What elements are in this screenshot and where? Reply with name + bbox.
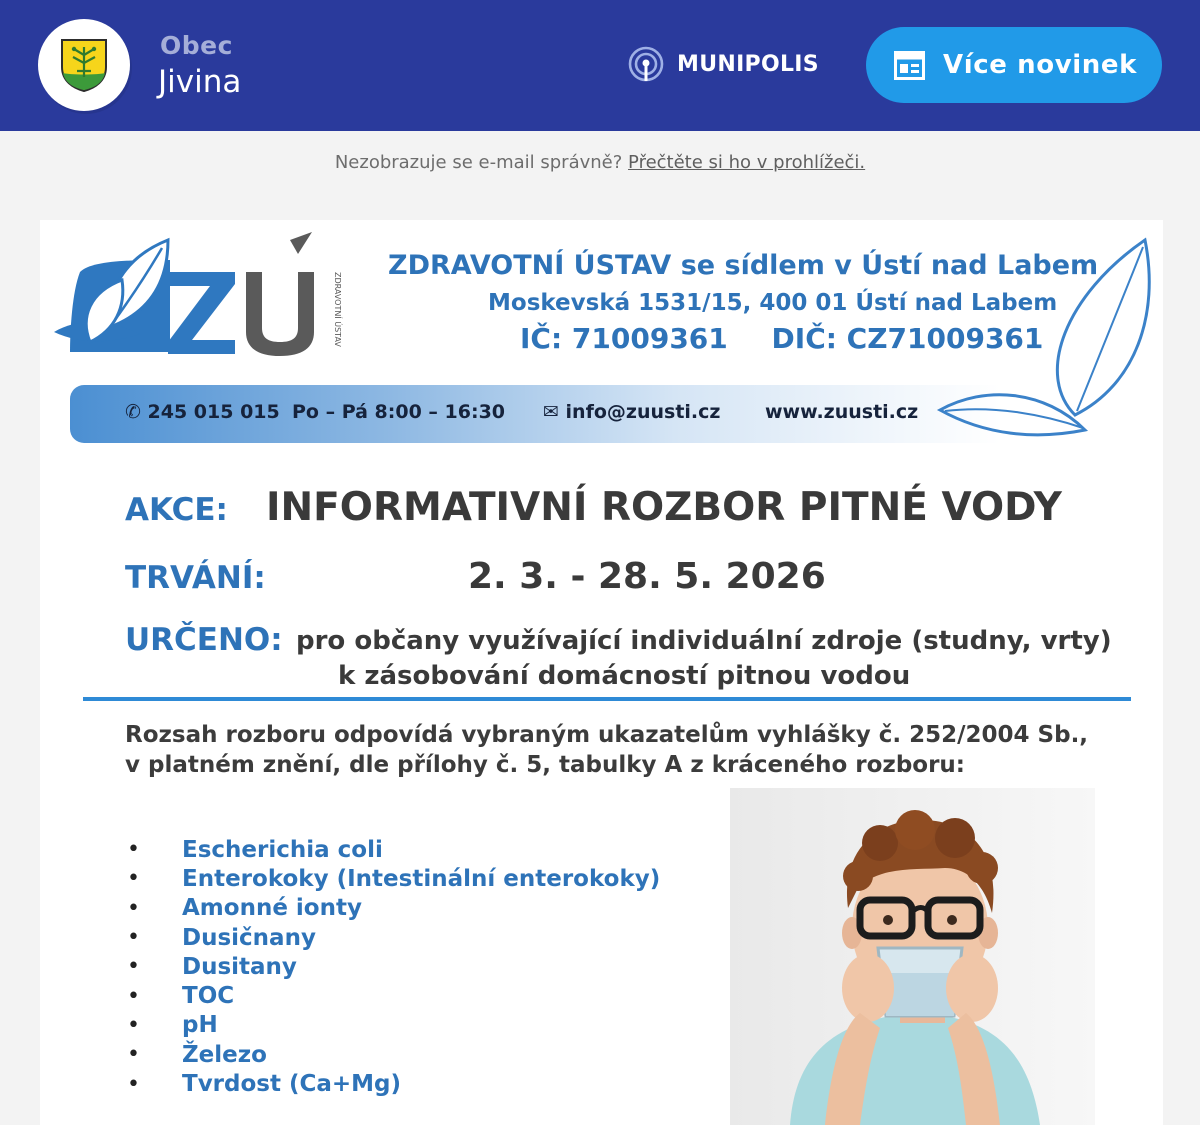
target-line-2: k zásobování domácností pitnou vodou bbox=[338, 661, 911, 691]
bullet-icon: • bbox=[127, 866, 140, 892]
org-name: Jivina bbox=[158, 64, 242, 100]
parameter-name: Tvrdost (Ca+Mg) bbox=[182, 1071, 402, 1098]
parameter-item bbox=[125, 864, 660, 893]
parameter-item bbox=[125, 981, 660, 1010]
target-line-1: pro občany využívající individuální zdroje (studny, vrty) bbox=[296, 626, 1112, 656]
header-bar bbox=[0, 0, 1200, 131]
target-label: URČENO: bbox=[125, 622, 283, 658]
parameter-item bbox=[125, 923, 660, 952]
bullet-icon: • bbox=[127, 837, 140, 863]
logo-side-text: ZDRAVOTNÍ ÚSTAV bbox=[333, 272, 342, 347]
parameter-name: Dusitany bbox=[182, 953, 297, 980]
parameter-item bbox=[125, 894, 660, 923]
bullet-icon: • bbox=[127, 895, 140, 921]
browser-note-text: Nezobrazuje se e-mail správně? bbox=[334, 152, 623, 173]
parameter-name: TOC bbox=[182, 983, 235, 1010]
institute-name: ZDRAVOTNÍ ÚSTAV se sídlem v Ústí nad Labem bbox=[388, 250, 1099, 281]
parameter-item bbox=[125, 952, 660, 981]
view-in-browser-link[interactable]: Přečtěte si ho v prohlížeči. bbox=[628, 152, 866, 173]
parameter-name: Železo bbox=[182, 1041, 267, 1068]
scope-line-1: Rozsah rozboru odpovídá vybraným ukazatelům vyhlášky č. 252/2004 Sb., bbox=[125, 722, 1089, 748]
org-type: Obec bbox=[160, 31, 233, 60]
contact-phone: ✆ 245 015 015 bbox=[125, 401, 280, 423]
bullet-icon: • bbox=[127, 1071, 140, 1097]
view-in-browser-note bbox=[0, 152, 1200, 173]
action-value: INFORMATIVNÍ ROZBOR PITNÉ VODY bbox=[266, 485, 1062, 530]
parameter-name: pH bbox=[182, 1012, 218, 1039]
bullet-icon: • bbox=[127, 1012, 140, 1038]
coat-of-arms-icon bbox=[59, 37, 109, 93]
duration-label: TRVÁNÍ: bbox=[125, 560, 266, 596]
newspaper-icon bbox=[894, 51, 925, 80]
institute-dic: DIČ: CZ71009361 bbox=[771, 322, 1044, 355]
action-label: AKCE: bbox=[125, 492, 228, 528]
contact-web: www.zuusti.cz bbox=[765, 401, 919, 423]
munipolis-label: MUNIPOLIS bbox=[677, 51, 819, 77]
contact-hours: Po – Pá 8:00 – 16:30 bbox=[292, 401, 506, 423]
municipality-logo[interactable] bbox=[38, 19, 130, 111]
institute-address: Moskevská 1531/15, 400 01 Ústí nad Labem bbox=[488, 290, 1058, 316]
poster-image bbox=[40, 220, 1163, 1125]
duration-value: 2. 3. - 28. 5. 2026 bbox=[468, 556, 826, 597]
broadcast-icon bbox=[627, 45, 665, 83]
child-drinking-water-image bbox=[730, 788, 1095, 1125]
scope-line-2: v platném znění, dle přílohy č. 5, tabulky A z kráceného rozboru: bbox=[125, 752, 965, 778]
divider bbox=[83, 697, 1131, 701]
scope-text bbox=[125, 720, 1088, 780]
parameter-name: Amonné ionty bbox=[182, 895, 362, 922]
contact-email: ✉ info@zuusti.cz bbox=[543, 401, 721, 423]
bullet-icon: • bbox=[127, 1042, 140, 1068]
zu-logo bbox=[50, 232, 360, 371]
parameter-item bbox=[125, 1011, 660, 1040]
parameter-name: Enterokoky (Intestinální enterokoky) bbox=[182, 865, 661, 892]
institute-ic: IČ: 71009361 bbox=[520, 322, 728, 355]
leaf-decoration-icon bbox=[935, 235, 1155, 454]
parameter-name: Escherichia coli bbox=[182, 836, 383, 863]
parameter-item bbox=[125, 1069, 660, 1098]
bullet-icon: • bbox=[127, 925, 140, 951]
more-news-label: Více novinek bbox=[943, 50, 1137, 80]
parameter-name: Dusičnany bbox=[182, 924, 316, 951]
parameter-item bbox=[125, 1040, 660, 1069]
parameter-item bbox=[125, 835, 660, 864]
munipolis-brand[interactable] bbox=[627, 45, 819, 83]
bullet-icon: • bbox=[127, 983, 140, 1009]
more-news-button[interactable] bbox=[866, 27, 1162, 103]
bullet-icon: • bbox=[127, 954, 140, 980]
parameter-list bbox=[125, 835, 660, 1099]
contact-band bbox=[70, 385, 1000, 443]
